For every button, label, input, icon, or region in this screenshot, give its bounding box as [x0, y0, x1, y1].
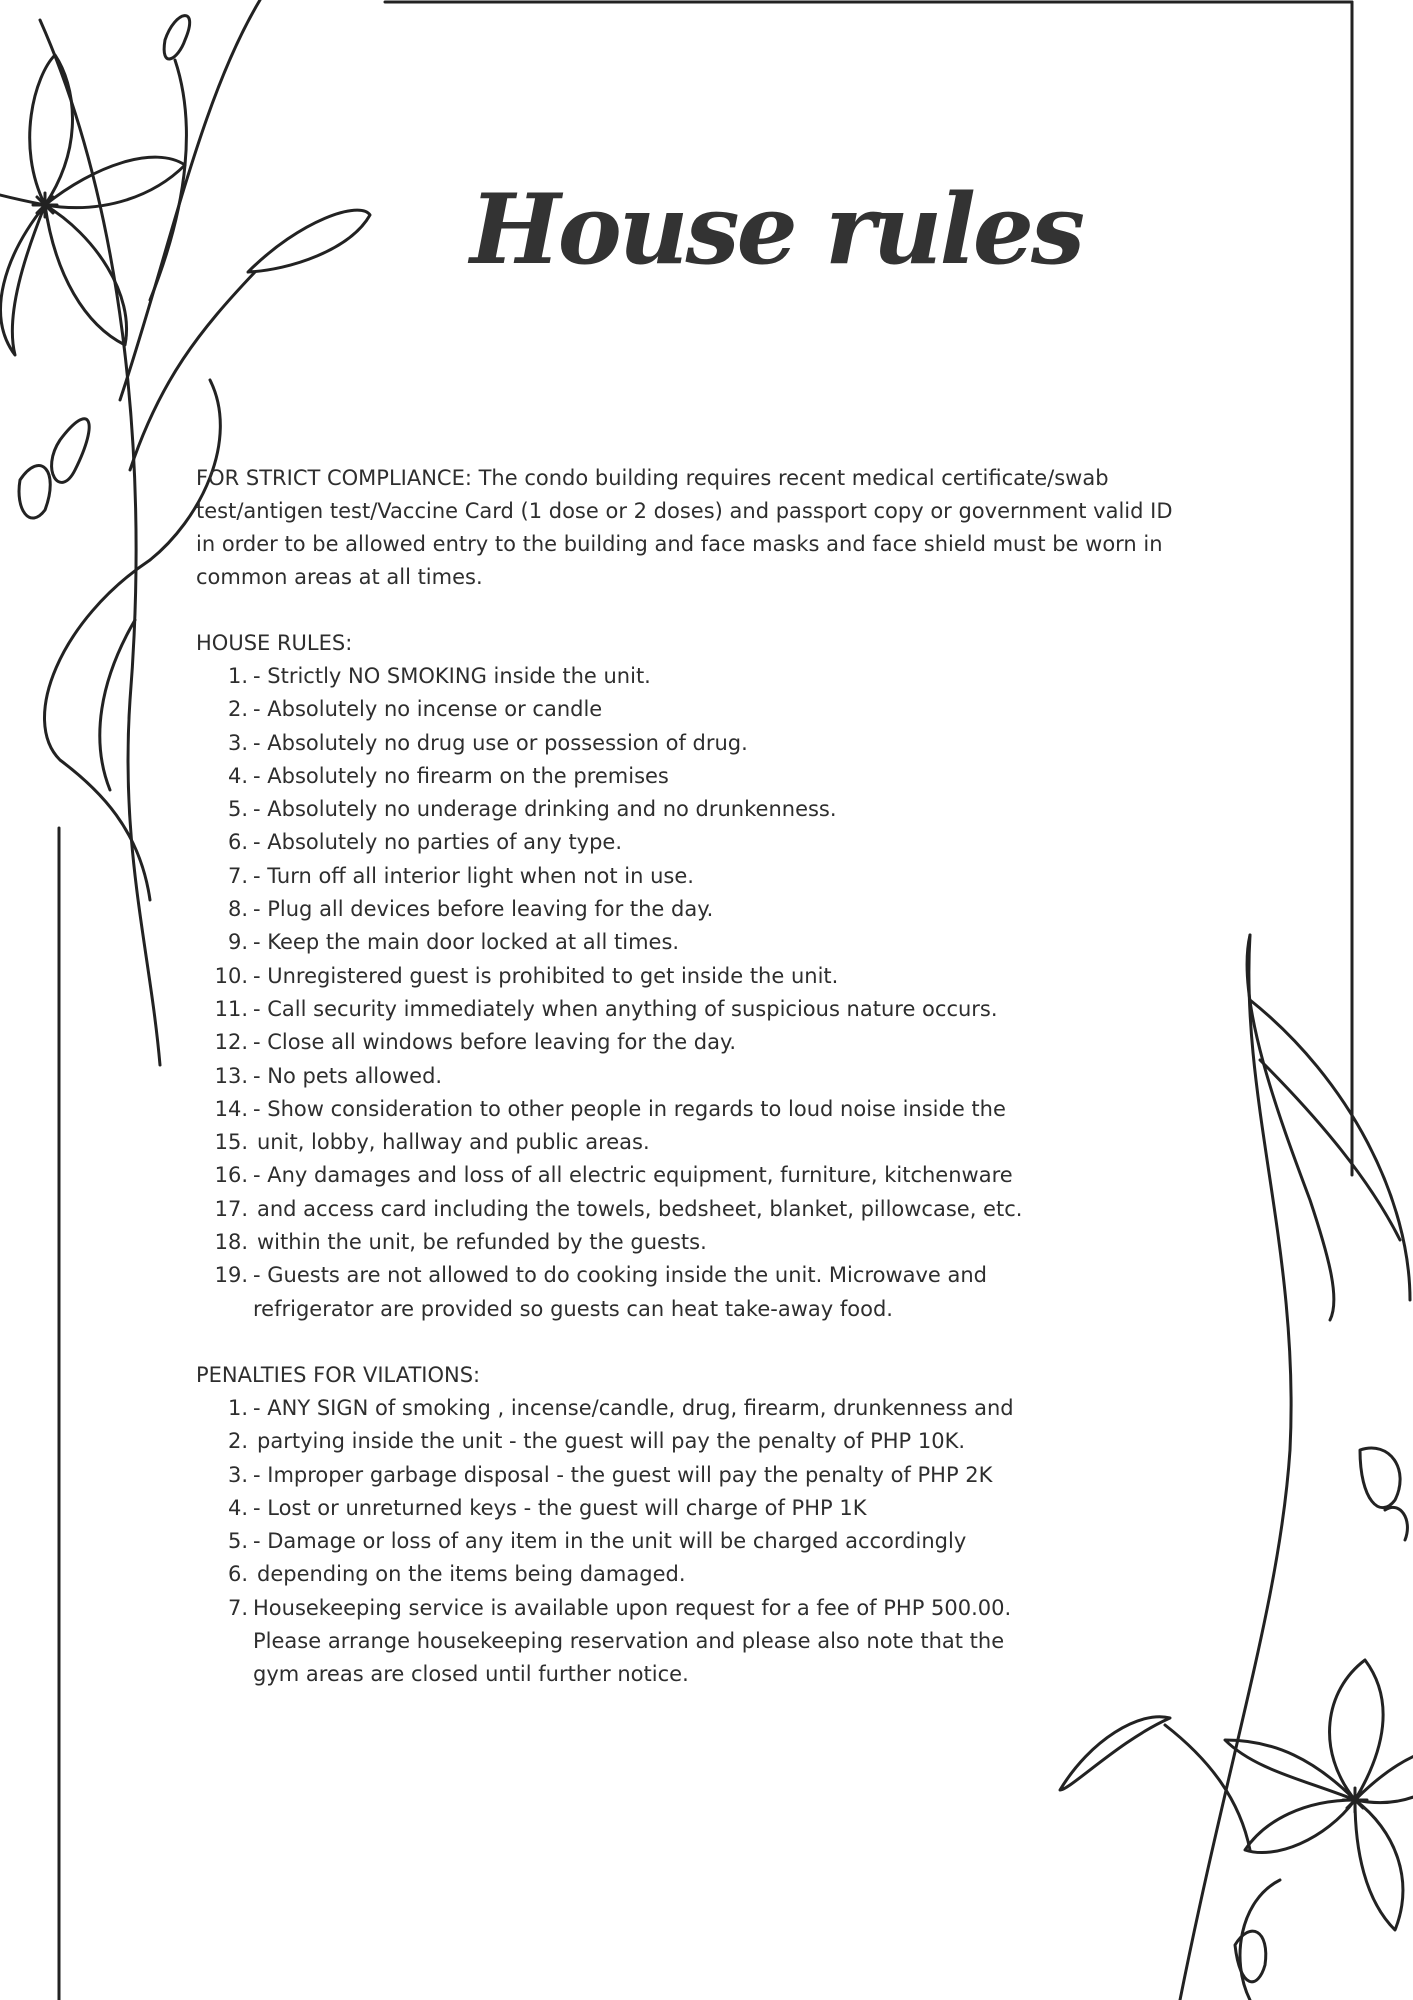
- list-item: [196, 893, 1196, 926]
- item-number: 4.: [227, 1495, 248, 1520]
- item-text: unit, lobby, hallway and public areas.: [257, 1130, 650, 1155]
- item-number: 1.: [227, 664, 248, 688]
- list-item: [196, 1226, 1196, 1259]
- item-number: 11.: [214, 996, 248, 1021]
- list-item: [196, 1259, 1196, 1326]
- item-number: 7.: [227, 863, 248, 888]
- item-text: - Improper garbage disposal - the guest will pay the penalty of PHP 2K: [253, 1462, 993, 1487]
- right-bud-1: [1360, 1448, 1400, 1508]
- item-text: depending on the items being damaged.: [257, 1562, 686, 1587]
- item-number: 18.: [214, 1230, 248, 1255]
- list-item: [196, 760, 1196, 793]
- item-text: - Turn off all interior light when not in use.: [253, 863, 694, 888]
- item-number: 12.: [214, 1030, 248, 1055]
- list-item: [196, 1392, 1196, 1425]
- right-flower: [1225, 1660, 1413, 1930]
- item-number: 15.: [214, 1130, 248, 1155]
- item-text: within the unit, be refunded by the guests.: [257, 1230, 707, 1255]
- list-item: [196, 860, 1196, 893]
- list-item: [196, 660, 1196, 693]
- left-long-bud-stem: [130, 272, 255, 470]
- item-text: - Keep the main door locked at all times.: [253, 930, 680, 955]
- left-flower: [0, 55, 185, 355]
- house-rules-list: [196, 660, 1196, 1326]
- item-number: 3.: [227, 730, 248, 755]
- left-leaf-1: [52, 419, 90, 483]
- item-text: - Unregistered guest is prohibited to get inside the unit.: [253, 963, 839, 988]
- right-long-bud: [1060, 1717, 1170, 1790]
- list-item: [196, 1060, 1196, 1093]
- item-text: - Absolutely no drug use or possession of drug.: [253, 730, 748, 755]
- document-body: [196, 462, 1196, 1692]
- compliance-notice: FOR STRICT COMPLIANCE: The condo building requires recent medical certificate/swab test/antigen test/Vaccine Card (1 dose or 2 doses) and passport copy or government valid ID in order to be allowed entry to the building and face masks and face shield must be worn in common areas at all times.: [196, 466, 1173, 589]
- list-item: [196, 1159, 1196, 1192]
- item-number: 6.: [227, 1562, 248, 1587]
- item-number: 13.: [214, 1063, 248, 1088]
- item-text: - Show consideration to other people in regards to loud noise inside the: [253, 1096, 1006, 1121]
- list-item: [196, 1026, 1196, 1059]
- list-item: [196, 1093, 1196, 1126]
- left-leaf-2: [19, 466, 50, 518]
- item-text: - Call security immediately when anything of suspicious nature occurs.: [253, 996, 998, 1021]
- item-text: - Strictly NO SMOKING inside the unit.: [253, 664, 651, 688]
- item-number: 9.: [227, 930, 248, 955]
- right-bud-2: [1385, 1507, 1407, 1540]
- item-text: - Lost or unreturned keys - the guest will charge of PHP 1K: [253, 1495, 867, 1520]
- item-text: and access card including the towels, bedsheet, blanket, pillowcase, etc.: [257, 1196, 1023, 1221]
- item-number: 14.: [214, 1096, 248, 1121]
- left-stem-branch: [120, 0, 260, 400]
- list-item: [196, 1126, 1196, 1159]
- page-title: House rules: [470, 173, 1083, 286]
- list-item: [196, 826, 1196, 859]
- list-item: [196, 1525, 1196, 1558]
- penalties-heading: PENALTIES FOR VILATIONS:: [196, 1362, 481, 1387]
- left-long-bud: [248, 210, 370, 272]
- item-number: 8.: [227, 897, 248, 922]
- penalties-list: [196, 1392, 1196, 1692]
- item-text: - Damage or loss of any item in the unit will be charged accordingly: [253, 1529, 967, 1554]
- list-item: [196, 1459, 1196, 1492]
- list-item: [196, 793, 1196, 826]
- item-number: 4.: [227, 763, 248, 788]
- list-item: [196, 993, 1196, 1026]
- house-rules-heading: HOUSE RULES:: [196, 631, 353, 655]
- item-number: 17.: [214, 1196, 248, 1221]
- item-text: - Close all windows before leaving for the day.: [253, 1030, 737, 1055]
- list-item: [196, 1592, 1196, 1692]
- item-text: Housekeeping service is available upon request for a fee of PHP 500.00. Please arrange housekeeping reservation and please also note that the gym areas are closed until further notice.: [253, 1595, 1012, 1687]
- list-item: [196, 1492, 1196, 1525]
- item-number: 19.: [214, 1263, 248, 1288]
- item-number: 7.: [227, 1595, 248, 1620]
- right-leaf-3: [1260, 1060, 1400, 1240]
- item-number: 2.: [227, 697, 248, 722]
- item-number: 5.: [227, 1529, 248, 1554]
- item-number: 2.: [227, 1429, 248, 1454]
- item-text: partying inside the unit - the guest will pay the penalty of PHP 10K.: [257, 1429, 966, 1454]
- item-text: - Absolutely no incense or candle: [253, 697, 603, 722]
- item-number: 1.: [227, 1395, 248, 1420]
- item-text: - Absolutely no parties of any type.: [253, 830, 623, 855]
- list-item: [196, 1193, 1196, 1226]
- item-text: - No pets allowed.: [253, 1063, 443, 1088]
- item-number: 6.: [227, 830, 248, 855]
- right-leaf-2: [1250, 1000, 1410, 1300]
- list-item: [196, 926, 1196, 959]
- item-text: - Absolutely no firearm on the premises: [253, 763, 669, 788]
- list-item: [196, 1425, 1196, 1458]
- right-bottom-leaf: [1240, 1880, 1280, 2000]
- item-number: 3.: [227, 1462, 248, 1487]
- list-item: [196, 960, 1196, 993]
- list-item: [196, 1558, 1196, 1591]
- item-text: - Plug all devices before leaving for the day.: [253, 897, 714, 922]
- item-text: - ANY SIGN of smoking , incense/candle, drug, firearm, drunkenness and: [253, 1395, 1014, 1420]
- list-item: [196, 727, 1196, 760]
- item-number: 16.: [214, 1163, 248, 1188]
- item-number: 10.: [214, 963, 248, 988]
- item-text: - Absolutely no underage drinking and no drunkenness.: [253, 797, 837, 822]
- left-bud-top: [164, 16, 190, 59]
- item-text: - Any damages and loss of all electric equipment, furniture, kitchenware: [253, 1163, 1013, 1188]
- list-item: [196, 693, 1196, 726]
- item-text: - Guests are not allowed to do cooking inside the unit. Microwave and refrigerator are provided so guests can heat take-away food.: [253, 1263, 988, 1321]
- item-number: 5.: [227, 797, 248, 822]
